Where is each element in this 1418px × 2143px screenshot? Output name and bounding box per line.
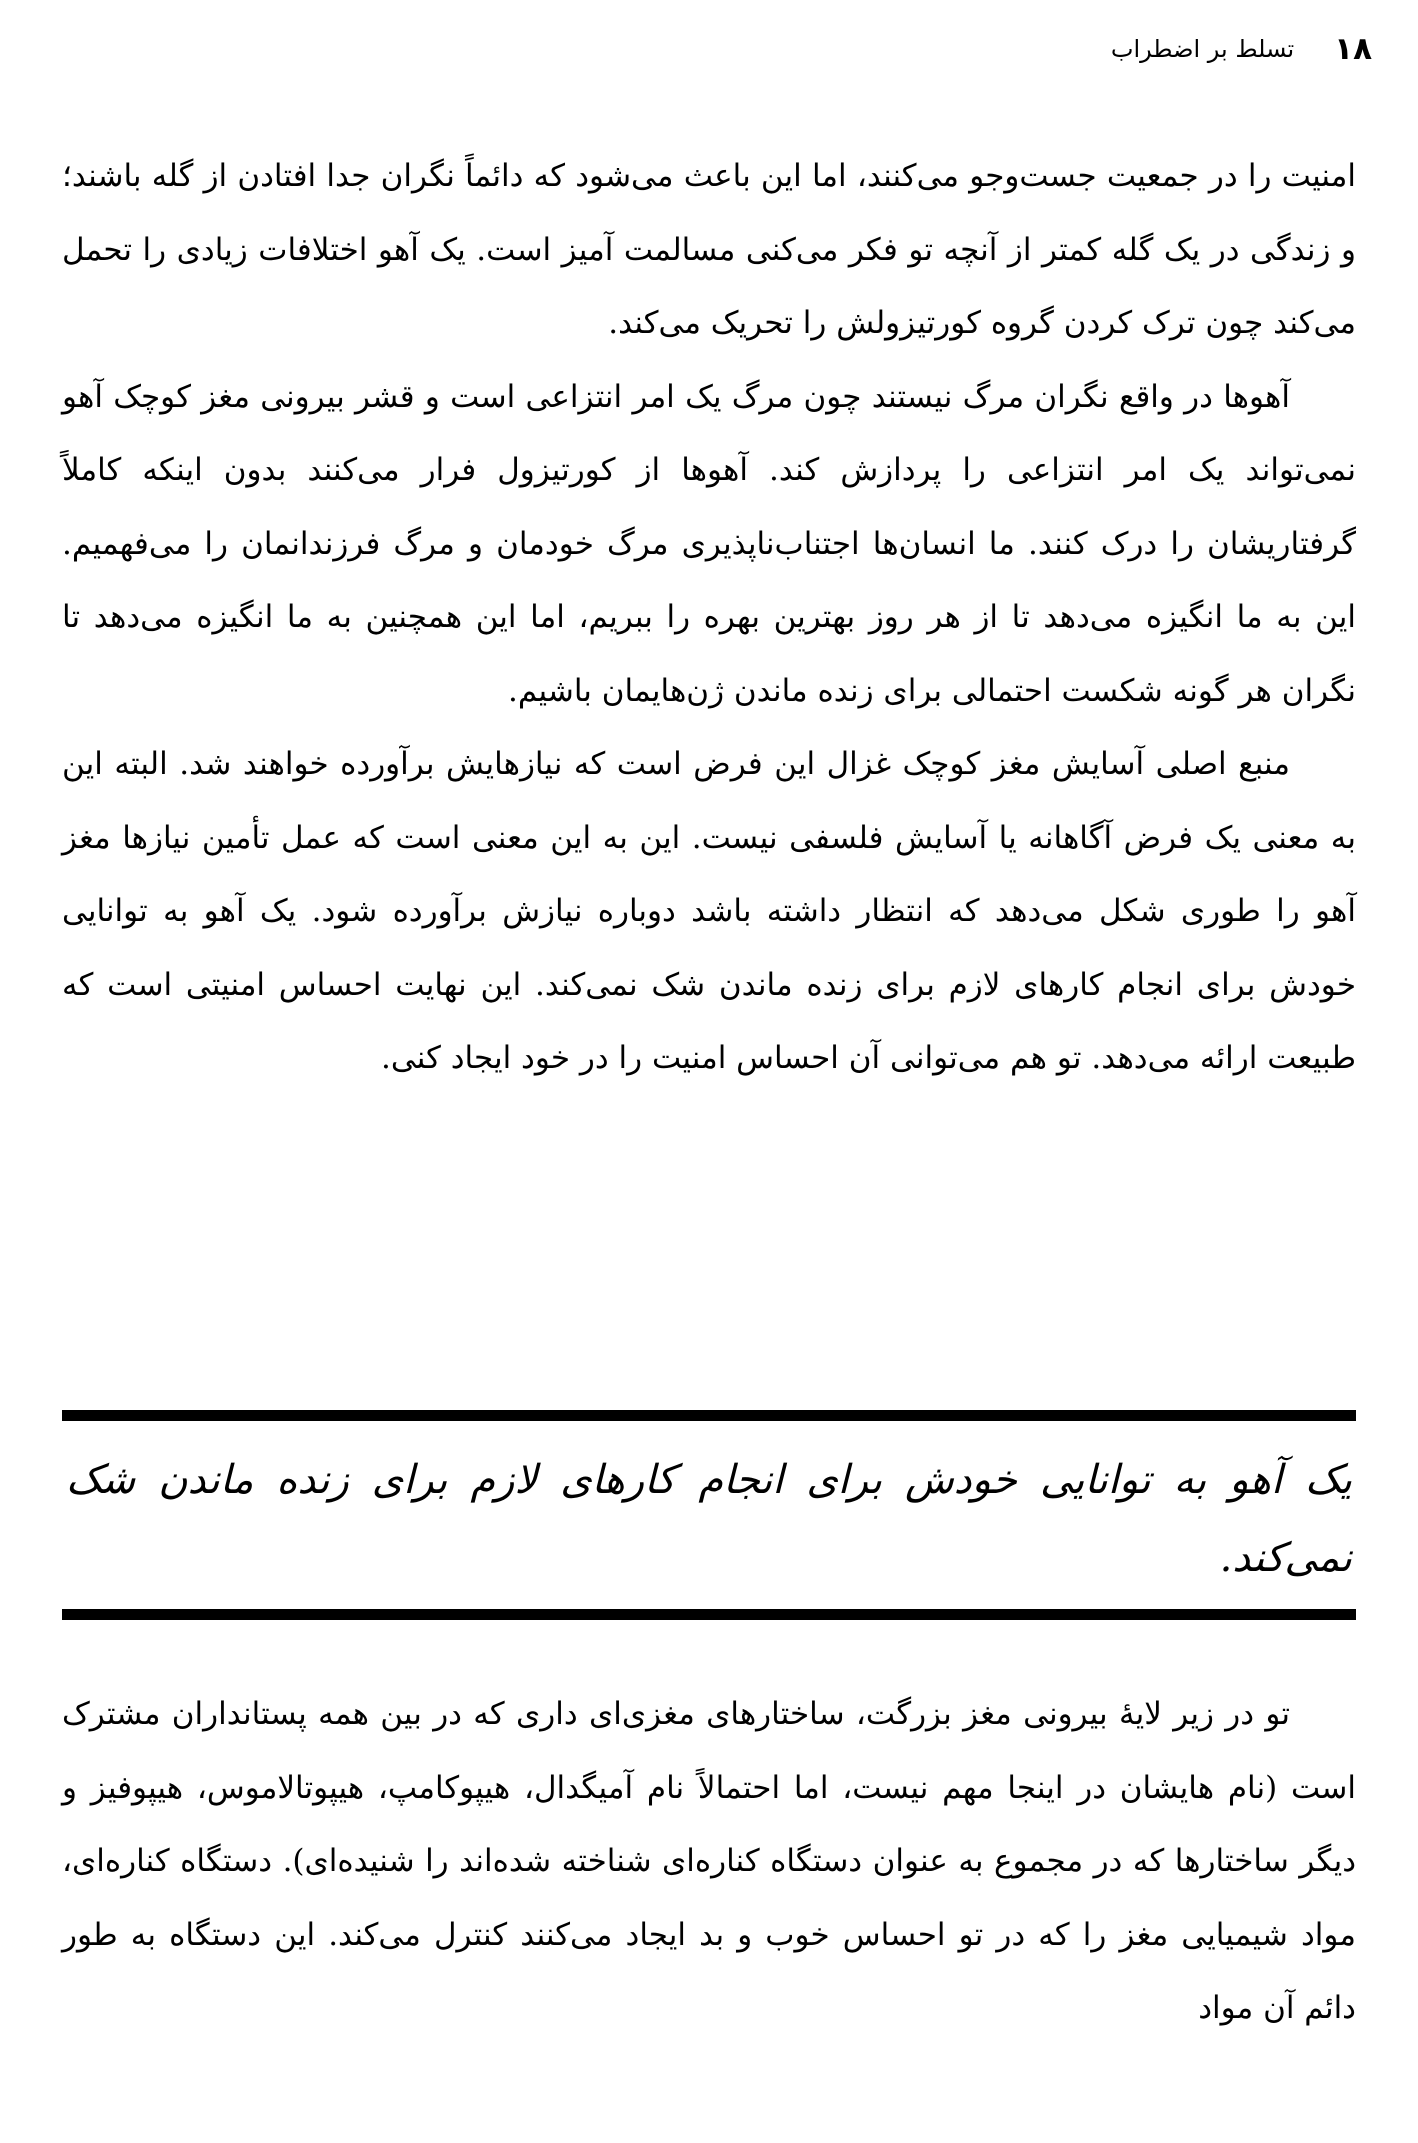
pull-quote-text: یک آهو به توانایی خودش برای انجام کارهای لازم برای زنده ماندن شک نمی‌کند. [66,1457,1352,1581]
body-text-bottom [62,1678,1356,2046]
page-number: ۱۸ [1334,31,1372,67]
paragraph: منبع اصلی آسایش مغز کوچک غزال این فرض است که نیازهایش برآورده خواهند شد. البته این به معنی یک فرض آگاهانه یا آسایش فلسفی نیست. این به این معنی است که عمل تأمین نیازها مغز آهو را طوری شکل می‌دهد که انتظار داشته باشد دوباره نیازش برآورده شود. یک آهو به توانایی خودش برای انجام کارهای لازم برای زنده ماندن شک نمی‌کند. این نهایت احساس امنیتی است که طبیعت ارائه می‌دهد. تو هم می‌توانی آن احساس امنیت را در خود ایجاد کنی. [62,746,1356,1076]
running-title: تسلط بر اضطراب [1110,35,1295,63]
pull-quote [62,1410,1356,1620]
running-head [46,26,1372,72]
body-text-top [62,140,1356,1096]
paragraph: امنیت را در جمعیت جست‌وجو می‌کنند، اما این باعث می‌شود که دائماً نگران جدا افتادن از گله باشند؛ و زندگی در یک گله کمتر از آنچه تو فکر می‌کنی مسالمت آمیز است. یک آهو اختلافات زیادی را تحمل می‌کند چون ترک کردن گروه کورتیزولش را تحریک می‌کند. [62,158,1356,341]
paragraph: آهوها در واقع نگران مرگ نیستند چون مرگ یک امر انتزاعی است و قشر بیرونی مغز کوچک آهو نمی‌تواند یک امر انتزاعی را پردازش کند. آهوها از کورتیزول فرار می‌کنند بدون اینکه کاملاً گرفتاریشان را درک کنند. ما انسان‌ها اجتناب‌ناپذیری مرگ خودمان و مرگ فرزندانمان را می‌فهمیم. این به ما انگیزه می‌دهد تا از هر روز بهترین بهره را ببریم، اما این همچنین به ما انگیزه می‌دهد تا نگران هر گونه شکست احتمالی برای زنده ماندن ژن‌هایمان باشیم. [62,378,1356,709]
paragraph: تو در زیر لایهٔ بیرونی مغز بزرگت، ساختارهای مغزی‌ای داری که در بین همه پستانداران مشترک است (نام هایشان در اینجا مهم نیست، اما احتمالاً نام آمیگدال، هیپوکامپ، هیپوتالاموس، هیپوفیز و دیگر ساختارها که در مجموع به عنوان دستگاه کناره‌ای شناخته شده‌اند را شنیده‌ای). دستگاه کناره‌ای، مواد شیمیایی مغز را که در تو احساس خوب و بد ایجاد می‌کنند کنترل می‌کند. این دستگاه به طور دائم آن مواد [62,1696,1356,2026]
